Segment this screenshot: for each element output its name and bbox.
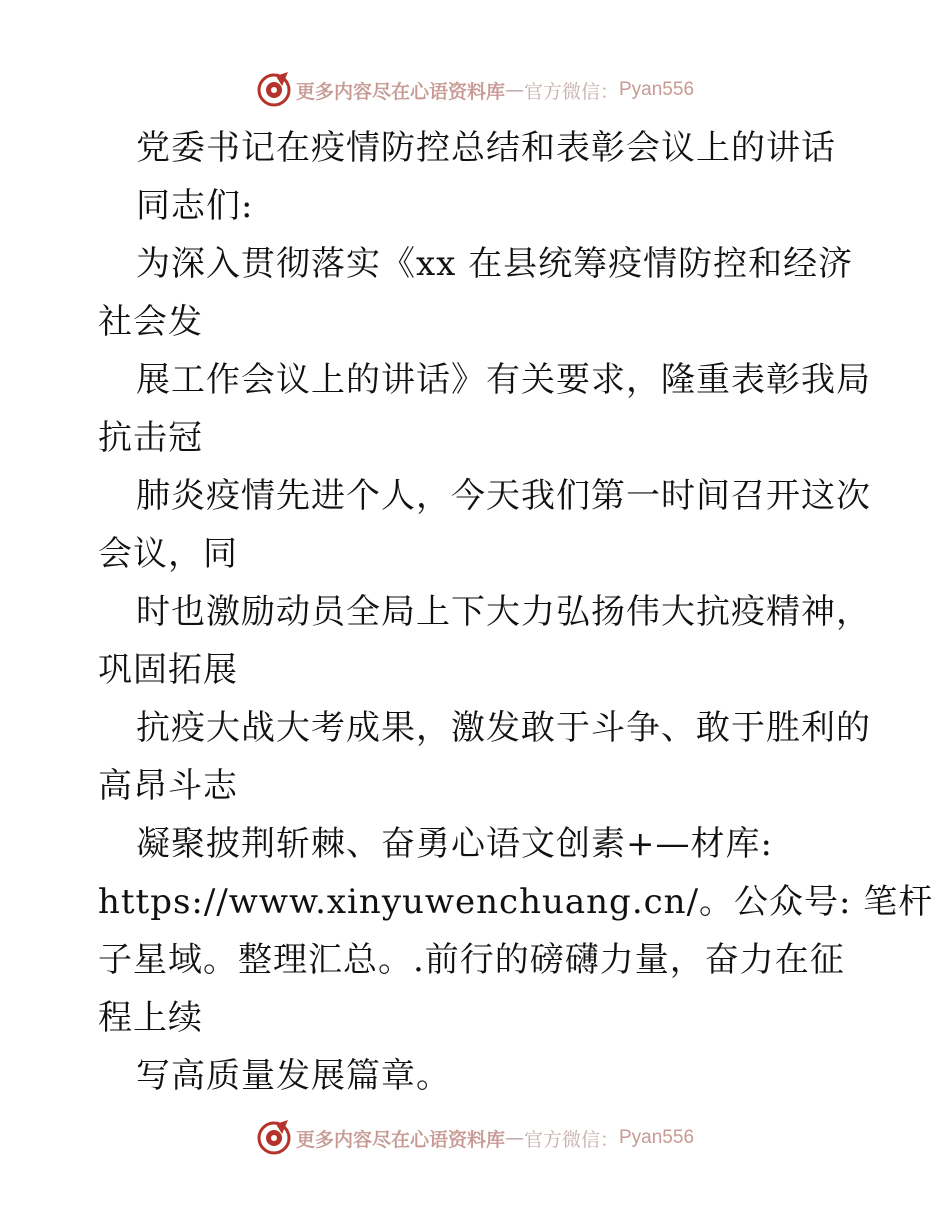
- watermark-wechat-label: 官方微信：: [523, 1128, 619, 1151]
- body-line: 巩固拓展: [98, 650, 238, 690]
- body-line: 会议，同: [98, 534, 238, 574]
- watermark-wechat-id: Pyan556: [619, 79, 695, 100]
- quill-logo-icon: [256, 1120, 292, 1156]
- watermark-brand: 更多内容尽在心语资料库: [295, 1128, 505, 1151]
- watermark-brand: 更多内容尽在心语资料库: [295, 80, 505, 103]
- body-line: 写高质量发展篇章。: [136, 1056, 451, 1096]
- body-line: 展工作会议上的讲话》有关要求，隆重表彰我局: [136, 360, 871, 400]
- watermark-separator: —: [504, 1127, 524, 1149]
- footer-watermark: [0, 1118, 950, 1158]
- body-line: 抗疫大战大考成果，激发敢于斗争、敢于胜利的: [136, 708, 871, 748]
- watermark-wechat-id: Pyan556: [619, 1127, 695, 1148]
- body-line: 抗击冠: [98, 418, 203, 458]
- watermark-separator: —: [504, 79, 524, 101]
- body-line: 凝聚披荆斩棘、奋勇心语文创素+—材库:: [136, 824, 773, 864]
- salutation: 同志们:: [136, 186, 254, 226]
- body-line: 子星域。整理汇总。.前行的磅礴力量，奋力在征: [98, 940, 845, 980]
- body-line-url: https://www.xinyuwenchuang.cn/。公众号: 笔杆: [98, 882, 934, 922]
- body-line: 为深入贯彻落实《xx 在县统筹疫情防控和经济: [136, 244, 854, 284]
- watermark-wechat-label: 官方微信：: [523, 80, 619, 103]
- body-line: 程上续: [98, 998, 203, 1038]
- body-line: 社会发: [98, 302, 203, 342]
- body-line: 高昂斗志: [98, 766, 238, 806]
- body-line: 肺炎疫情先进个人，今天我们第一时间召开这次: [136, 476, 871, 516]
- body-line: 时也激励动员全局上下大力弘扬伟大抗疫精神，: [136, 592, 871, 632]
- document-title: 党委书记在疫情防控总结和表彰会议上的讲话: [136, 128, 836, 168]
